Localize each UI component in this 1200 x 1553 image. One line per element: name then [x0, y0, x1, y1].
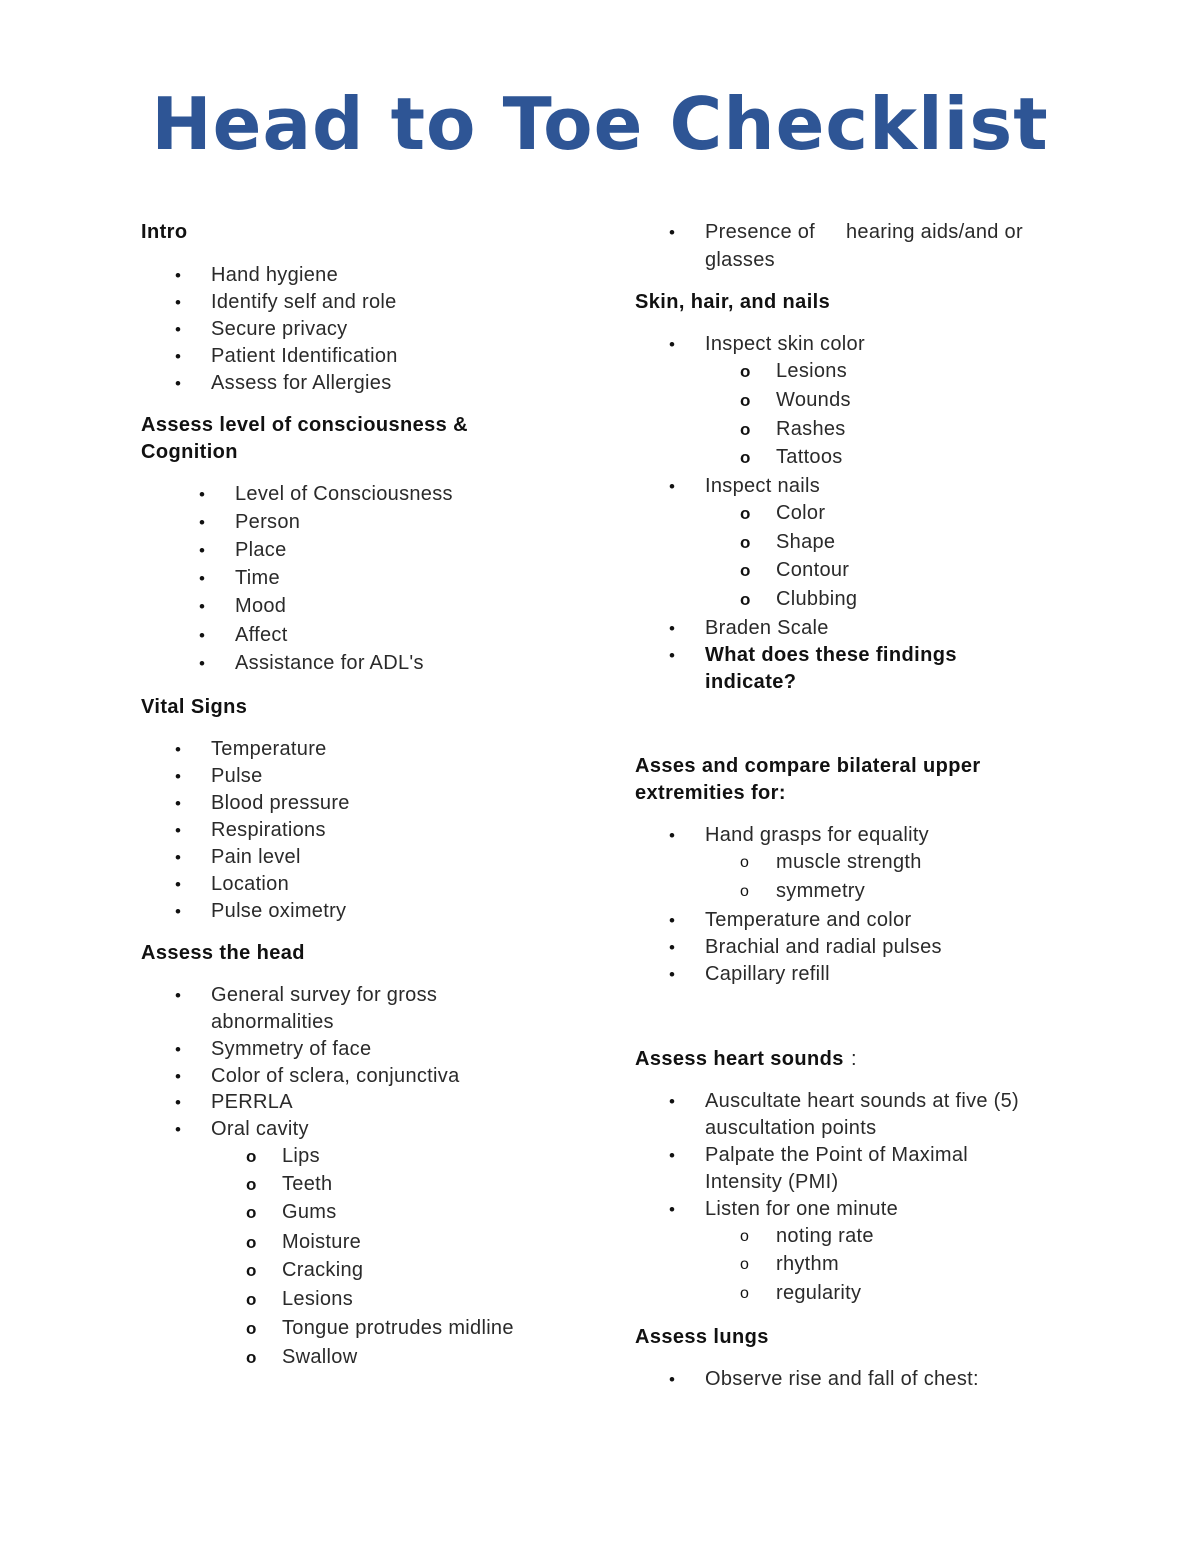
sub-list-item: Lesions	[282, 1288, 354, 1310]
sub-list-item: Lesions	[776, 360, 848, 382]
section-heading-upper-extremities: extremities for:	[635, 782, 786, 804]
sub-bullet-icon: o	[740, 362, 751, 381]
list-item: hearing aids/and or	[846, 221, 1023, 243]
sub-list-item: Cracking	[282, 1259, 364, 1281]
bullet-icon: •	[199, 513, 205, 532]
bullet-icon: •	[669, 965, 675, 984]
section-heading-vitals: Vital Signs	[141, 696, 248, 718]
sub-bullet-icon: o	[740, 504, 751, 523]
sub-bullet-icon: o	[740, 1256, 749, 1273]
list-item: Assess for Allergies	[211, 372, 392, 394]
sub-list-item: Tattoos	[776, 446, 843, 468]
section-heading-consciousness: Assess level of consciousness &	[141, 414, 468, 436]
bullet-icon: •	[669, 619, 675, 638]
list-item: Level of Consciousness	[235, 483, 453, 505]
list-item: Person	[235, 511, 301, 533]
bullet-icon: •	[199, 654, 205, 673]
sub-bullet-icon: o	[740, 391, 751, 410]
list-item: Auscultate heart sounds at five (5)	[705, 1090, 1019, 1112]
list-item-continued: abnormalities	[211, 1011, 334, 1033]
list-item: Identify self and role	[211, 291, 397, 313]
list-item: Hand hygiene	[211, 264, 339, 286]
sub-list-item: noting rate	[776, 1225, 874, 1247]
sub-list-item: Lips	[282, 1145, 320, 1167]
bullet-icon: •	[175, 902, 181, 921]
sub-bullet-icon: o	[246, 1233, 257, 1252]
sub-list-item: Rashes	[776, 418, 846, 440]
list-item: Capillary refill	[705, 963, 830, 985]
sub-list-item: muscle strength	[776, 851, 922, 873]
findings-question: indicate?	[705, 671, 797, 693]
sub-bullet-icon: o	[246, 1319, 257, 1338]
bullet-icon: •	[669, 911, 675, 930]
sub-list-item: Moisture	[282, 1231, 362, 1253]
section-heading-head: Assess the head	[141, 942, 305, 964]
list-item: Respirations	[211, 819, 326, 841]
list-item: Affect	[235, 624, 288, 646]
sub-list-item: Shape	[776, 531, 836, 553]
bullet-icon: •	[175, 266, 181, 285]
list-item: Pulse oximetry	[211, 900, 347, 922]
list-item: Observe rise and fall of chest:	[705, 1368, 979, 1390]
sub-list-item: Contour	[776, 559, 850, 581]
sub-bullet-icon: o	[246, 1147, 257, 1166]
sub-list-item: rhythm	[776, 1253, 839, 1275]
sub-list-item: symmetry	[776, 880, 866, 902]
sub-bullet-icon: o	[246, 1203, 257, 1222]
bullet-icon: •	[199, 569, 205, 588]
list-item: Symmetry of face	[211, 1038, 372, 1060]
sub-list-item: Clubbing	[776, 588, 858, 610]
list-item: Color of sclera, conjunctiva	[211, 1065, 460, 1087]
sub-bullet-icon: o	[740, 590, 751, 609]
list-item: Oral cavity	[211, 1118, 309, 1140]
bullet-icon: •	[175, 986, 181, 1005]
bullet-icon: •	[175, 1120, 181, 1139]
list-item-continued: Intensity (PMI)	[705, 1171, 839, 1193]
sub-bullet-icon: o	[740, 1228, 749, 1245]
list-item: Braden Scale	[705, 617, 829, 639]
bullet-icon: •	[199, 597, 205, 616]
bullet-icon: •	[199, 626, 205, 645]
sub-list-item: Swallow	[282, 1346, 358, 1368]
sub-bullet-icon: o	[246, 1348, 257, 1367]
sub-bullet-icon: o	[740, 448, 751, 467]
list-item: Secure privacy	[211, 318, 348, 340]
list-item: Listen for one minute	[705, 1198, 899, 1220]
sub-bullet-icon: o	[740, 883, 749, 900]
sub-list-item: Teeth	[282, 1173, 333, 1195]
findings-question: What does these findings	[705, 644, 957, 666]
bullet-icon: •	[175, 347, 181, 366]
sub-bullet-icon: o	[740, 533, 751, 552]
list-item: Temperature	[211, 738, 327, 760]
sub-list-item: Wounds	[776, 389, 851, 411]
bullet-icon: •	[175, 1040, 181, 1059]
list-item: PERRLA	[211, 1091, 293, 1113]
bullet-icon: •	[175, 740, 181, 759]
bullet-icon: •	[669, 477, 675, 496]
bullet-icon: •	[175, 848, 181, 867]
sub-bullet-icon: o	[740, 561, 751, 580]
page-title: Head to Toe Checklist	[151, 82, 1049, 166]
bullet-icon: •	[175, 794, 181, 813]
sub-list-item: Color	[776, 502, 826, 524]
list-item: Pain level	[211, 846, 301, 868]
list-item: Blood pressure	[211, 792, 350, 814]
list-item: Place	[235, 539, 287, 561]
list-item: Inspect skin color	[705, 333, 865, 355]
bullet-icon: •	[175, 320, 181, 339]
sub-bullet-icon: o	[740, 420, 751, 439]
bullet-icon: •	[175, 293, 181, 312]
bullet-icon: •	[669, 1146, 675, 1165]
bullet-icon: •	[175, 767, 181, 786]
list-item: Brachial and radial pulses	[705, 936, 942, 958]
list-item: Mood	[235, 595, 287, 617]
bullet-icon: •	[199, 485, 205, 504]
list-item-continued: glasses	[705, 249, 775, 271]
section-heading-intro: Intro	[141, 221, 188, 243]
sub-bullet-icon: o	[246, 1175, 257, 1194]
list-item: Assistance for ADL's	[235, 652, 424, 674]
list-item: General survey for gross	[211, 984, 438, 1006]
bullet-icon: •	[669, 646, 675, 665]
bullet-icon: •	[175, 1093, 181, 1112]
sub-list-item: Tongue protrudes midline	[282, 1317, 514, 1339]
bullet-icon: •	[199, 541, 205, 560]
list-item: Pulse	[211, 765, 263, 787]
section-heading-heart: Assess heart sounds	[635, 1048, 844, 1070]
bullet-icon: •	[669, 335, 675, 354]
list-item: Palpate the Point of Maximal	[705, 1144, 968, 1166]
list-item: Presence of	[705, 221, 816, 243]
section-heading-upper-extremities: Asses and compare bilateral upper	[635, 755, 981, 777]
bullet-icon: •	[175, 374, 181, 393]
section-heading-skin: Skin, hair, and nails	[635, 291, 831, 313]
list-item: Temperature and color	[705, 909, 912, 931]
section-heading-lungs: Assess lungs	[635, 1326, 769, 1348]
sub-bullet-icon: o	[246, 1261, 257, 1280]
bullet-icon: •	[669, 1092, 675, 1111]
section-heading-consciousness: Cognition	[141, 441, 238, 463]
list-item: Location	[211, 873, 290, 895]
bullet-icon: •	[669, 1200, 675, 1219]
list-item: Hand grasps for equality	[705, 824, 929, 846]
bullet-icon: •	[175, 875, 181, 894]
list-item: Time	[235, 567, 280, 589]
bullet-icon: •	[669, 1370, 675, 1389]
bullet-icon: •	[669, 223, 675, 242]
list-item: Inspect nails	[705, 475, 821, 497]
list-item: Patient Identification	[211, 345, 398, 367]
list-item-continued: auscultation points	[705, 1117, 877, 1139]
bullet-icon: •	[669, 938, 675, 957]
sub-bullet-icon: o	[246, 1290, 257, 1309]
bullet-icon: •	[175, 1067, 181, 1086]
sub-list-item: regularity	[776, 1282, 862, 1304]
heading-colon: :	[851, 1048, 857, 1070]
sub-list-item: Gums	[282, 1201, 337, 1223]
sub-bullet-icon: o	[740, 854, 749, 871]
bullet-icon: •	[175, 821, 181, 840]
sub-bullet-icon: o	[740, 1285, 749, 1302]
bullet-icon: •	[669, 826, 675, 845]
